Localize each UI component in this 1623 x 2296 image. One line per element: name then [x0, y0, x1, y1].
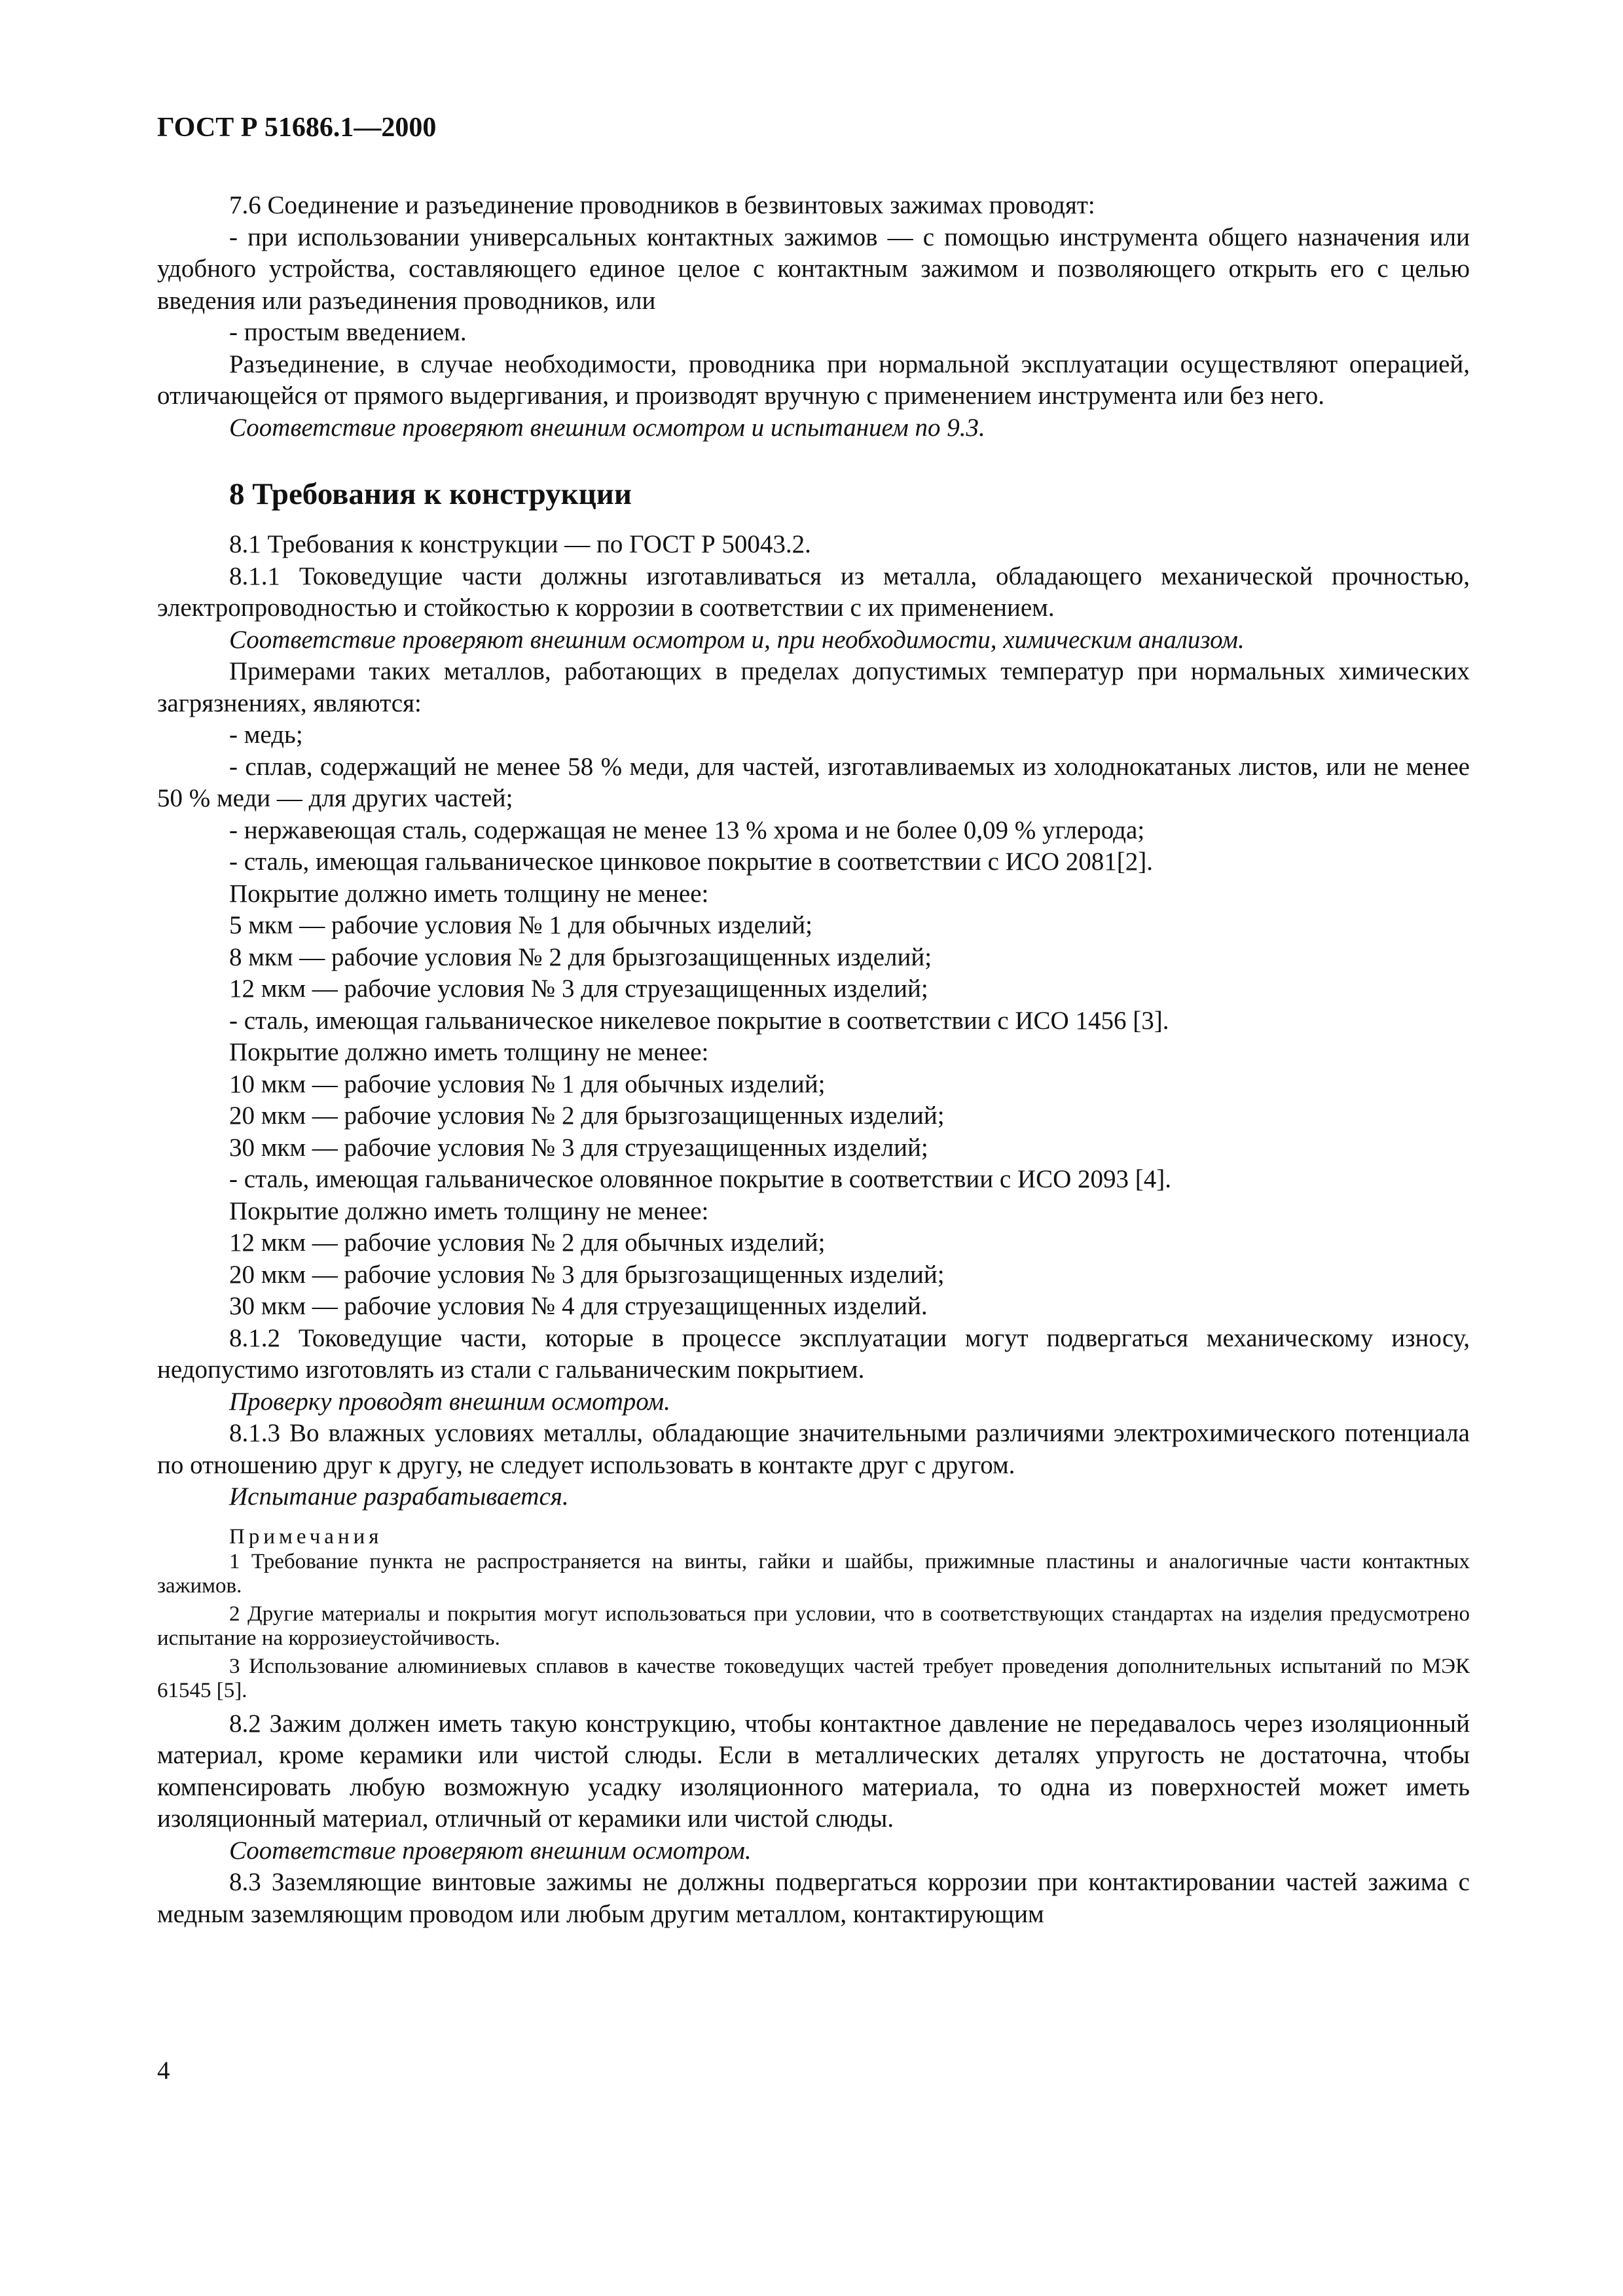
list-item: - сталь, имеющая гальваническое никелевое покрытие в соответствии с ИСО 1456 [3].	[229, 1006, 1169, 1035]
compliance-check-note: Испытание разрабатывается.	[229, 1482, 569, 1511]
paragraph: Примерами таких металлов, работающих в пределах допустимых температур при нормальных химических загрязнениях, являются:	[157, 657, 1470, 717]
paragraph: Разъединение, в случае необходимости, проводника при нормальной эксплуатации осуществляют операцией, отличающейся от прямого выдергивания, и производят вручную с применением инструмента или без него.	[157, 350, 1470, 410]
list-item: - сталь, имеющая гальваническое цинковое покрытие в соответствии с ИСО 2081[2].	[229, 848, 1153, 876]
compliance-check-note: Соответствие проверяют внешним осмотром и испытанием по 9.3.	[229, 413, 985, 442]
clause-8-1-2: 8.1.2 Токоведущие части, которые в процессе эксплуатации могут подвергаться механическому износу, недопустимо изготовлять из стали с гальваническим покрытием.	[157, 1323, 1470, 1384]
notes-block	[157, 1524, 1470, 1703]
list-item: - при использовании универсальных контактных зажимов — с помощью инструмента общего назначения или удобного устройства, составляющего единое целое с контактным зажимом и позволяющего открыть его с целью введения или разъединения проводников, или	[157, 223, 1470, 315]
coating-line: 30 мкм — рабочие условия № 3 для струезащищенных изделий;	[229, 1133, 928, 1162]
coating-line: 8 мкм — рабочие условия № 2 для брызгозащищенных изделий;	[229, 942, 932, 971]
document-code-header: ГОСТ Р 51686.1—2000	[157, 113, 437, 143]
notes-title: Примечания	[229, 1524, 383, 1549]
clause-8-1: 8.1 Требования к конструкции — по ГОСТ Р 50043.2.	[229, 530, 811, 558]
coating-line: 20 мкм — рабочие условия № 3 для брызгозащищенных изделий;	[229, 1260, 945, 1289]
list-item: - сплав, содержащий не менее 58 % меди, для частей, изготавливаемых из холоднокатаных листов, или не менее 50 % меди — для других частей;	[157, 752, 1470, 812]
clause-8-1-3: 8.1.3 Во влажных условиях металлы, обладающие значительными различиями электрохимического потенциала по отношению друг к другу, не следует использовать в контакте друг с другом.	[157, 1419, 1470, 1479]
compliance-check-note: Соответствие проверяют внешним осмотром.	[229, 1836, 752, 1865]
coating-label: Покрытие должно иметь толщину не менее:	[229, 1196, 709, 1225]
note-item: 3 Использование алюминиевых сплавов в качестве токоведущих частей требует проведения дополнительных испытаний по МЭК 61545 [5].	[157, 1654, 1470, 1702]
compliance-check-note: Проверку проводят внешним осмотром.	[229, 1387, 670, 1416]
clause-7-6: 7.6 Соединение и разъединение проводников в безвинтовых зажимах проводят:	[229, 191, 1095, 219]
coating-line: 12 мкм — рабочие условия № 2 для обычных изделий;	[229, 1229, 826, 1257]
coating-line: 5 мкм — рабочие условия № 1 для обычных изделий;	[229, 911, 812, 939]
compliance-check-note: Соответствие проверяют внешним осмотром и, при необходимости, химическим анализом.	[229, 625, 1245, 654]
list-item: - медь;	[229, 721, 303, 749]
list-item: - простым введением.	[229, 318, 467, 346]
note-item: 1 Требование пункта не распространяется на винты, гайки и шайбы, прижимные пластины и аналогичные части контактных зажимов.	[157, 1549, 1470, 1598]
clause-8-3: 8.3 Заземляющие винтовые зажимы не должны подвергаться коррозии при контактировании частей зажима с медным заземляющим проводом или любым другим металлом, контактирующим	[157, 1868, 1470, 1928]
list-item: - сталь, имеющая гальваническое оловянное покрытие в соответствии с ИСО 2093 [4].	[229, 1165, 1172, 1193]
coating-label: Покрытие должно иметь толщину не менее:	[229, 1038, 709, 1066]
clause-8-2: 8.2 Зажим должен иметь такую конструкцию, чтобы контактное давление не передавалось через изоляционный материал, кроме керамики или чистой слюды. Если в металлических деталях упругость не достаточна, чтобы компенсировать любую возможную усадку изоляционного материала, то одна из поверхностей может иметь изоляционный материал, отличный от керамики или чистой слюды.	[157, 1709, 1470, 1833]
list-item: - нержавеющая сталь, содержащая не менее 13 % хрома и не более 0,09 % углерода;	[229, 816, 1145, 844]
clause-8-1-1: 8.1.1 Токоведущие части должны изготавливаться из металла, обладающего механической прочностью, электропроводностью и стойкостью к коррозии в соответствии с их применением.	[157, 562, 1470, 622]
coating-line: 20 мкм — рабочие условия № 2 для брызгозащищенных изделий;	[229, 1102, 945, 1130]
section-8-title: 8 Требования к конструкции	[229, 477, 632, 511]
coating-label: Покрытие должно иметь толщину не менее:	[229, 879, 709, 908]
document-page	[157, 111, 1470, 1930]
coating-line: 12 мкм — рабочие условия № 3 для струезащищенных изделий;	[229, 975, 928, 1003]
note-item: 2 Другие материалы и покрытия могут использоваться при условии, что в соответствующих стандартах на изделия предусмотрено испытание на коррозиеустойчивость.	[157, 1602, 1470, 1650]
coating-line: 30 мкм — рабочие условия № 4 для струезащищенных изделий.	[229, 1292, 928, 1320]
page-number: 4	[157, 2056, 170, 2085]
coating-line: 10 мкм — рабочие условия № 1 для обычных изделий;	[229, 1069, 826, 1098]
